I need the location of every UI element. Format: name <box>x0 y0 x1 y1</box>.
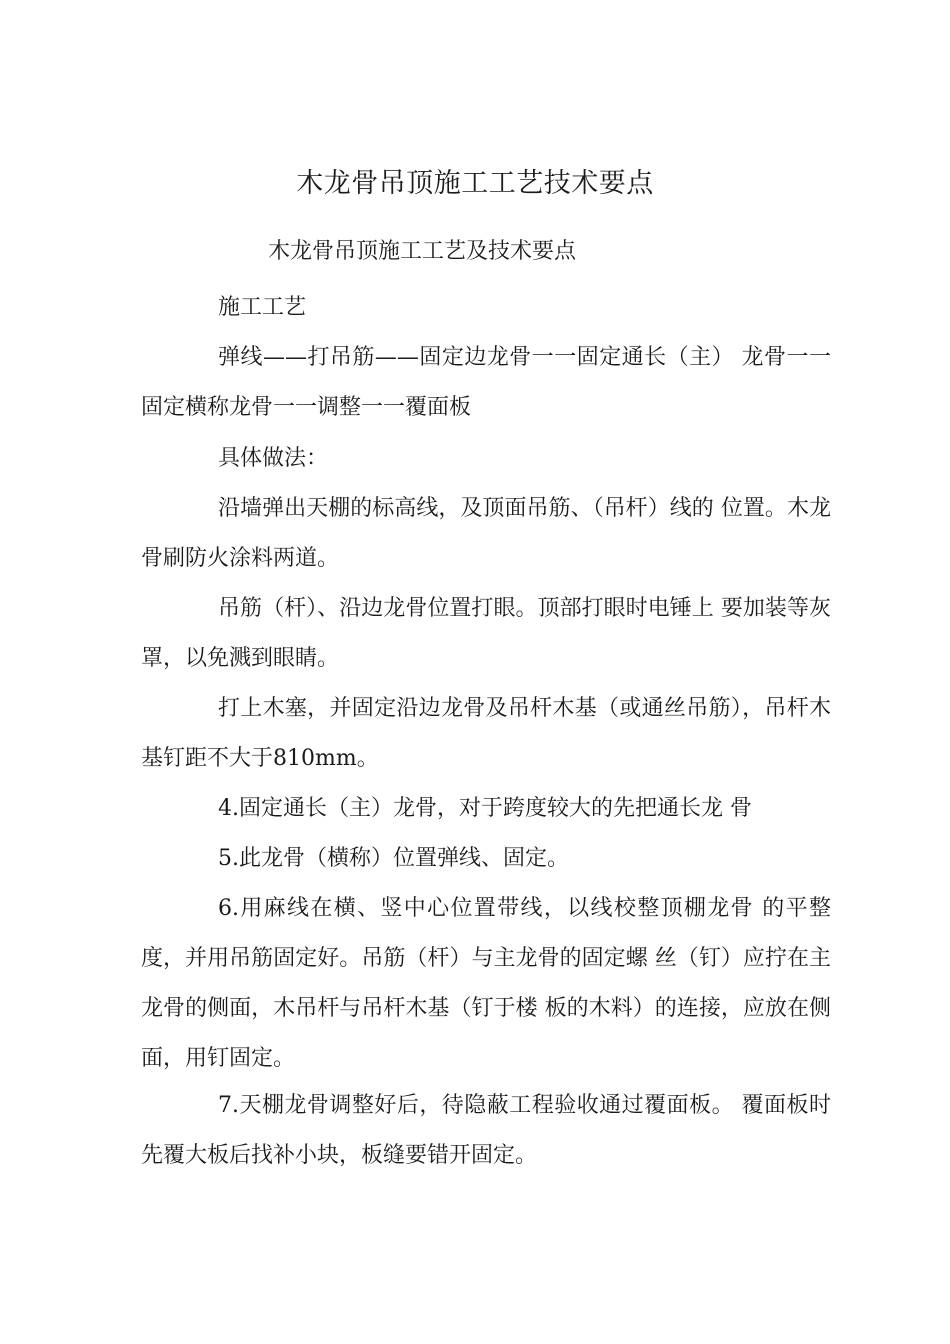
paragraph-step-2: 吊筋（杆）、沿边龙骨位置打眼。顶部打眼时电锤上 要加装等灰罩，以免溅到眼睛。 <box>141 596 831 671</box>
paragraph-step-1: 沿墙弹出天棚的标高线，及顶面吊筋、（吊杆）线的 位置。木龙骨刷防火涂料两道。 <box>141 496 831 571</box>
document-title: 木龙骨吊顶施工工艺技术要点 <box>296 168 654 199</box>
paragraph-step-3: 打上木塞，并固定沿边龙骨及吊杆木基（或通丝吊筋），吊杆木基钉距不大于810mm。 <box>141 696 831 771</box>
paragraph-method-heading: 具体做法： <box>218 446 329 471</box>
document-subtitle: 木龙骨吊顶施工工艺及技术要点 <box>268 239 577 264</box>
paragraph-section-heading: 施工工艺 <box>218 295 307 320</box>
paragraph-step-4: 4.固定通长（主）龙骨，对于跨度较大的先把通长龙 骨 <box>218 796 752 821</box>
paragraph-process-flow: 弹线——打吊筋——固定边龙骨一一固定通长（主） 龙骨一一固定横称龙骨一一调整一一覆面板 <box>141 345 831 420</box>
paragraph-step-5: 5.此龙骨（横称）位置弹线、固定。 <box>218 846 569 871</box>
paragraph-step-6: 6.用麻线在横、竖中心位置带线，以线校整顶棚龙骨 的平整度，并用吊筋固定好。吊筋（杆）与主龙骨的固定螺 丝（钉）应拧在主龙骨的侧面，木吊杆与吊杆木基（钉于楼 板的木料）的连接，应放在侧面，用钉固定。 <box>141 896 831 1071</box>
paragraph-step-7: 7.天棚龙骨调整好后，待隐蔽工程验收通过覆面板。 覆面板时先覆大板后找补小块，板缝要错开固定。 <box>141 1093 831 1168</box>
